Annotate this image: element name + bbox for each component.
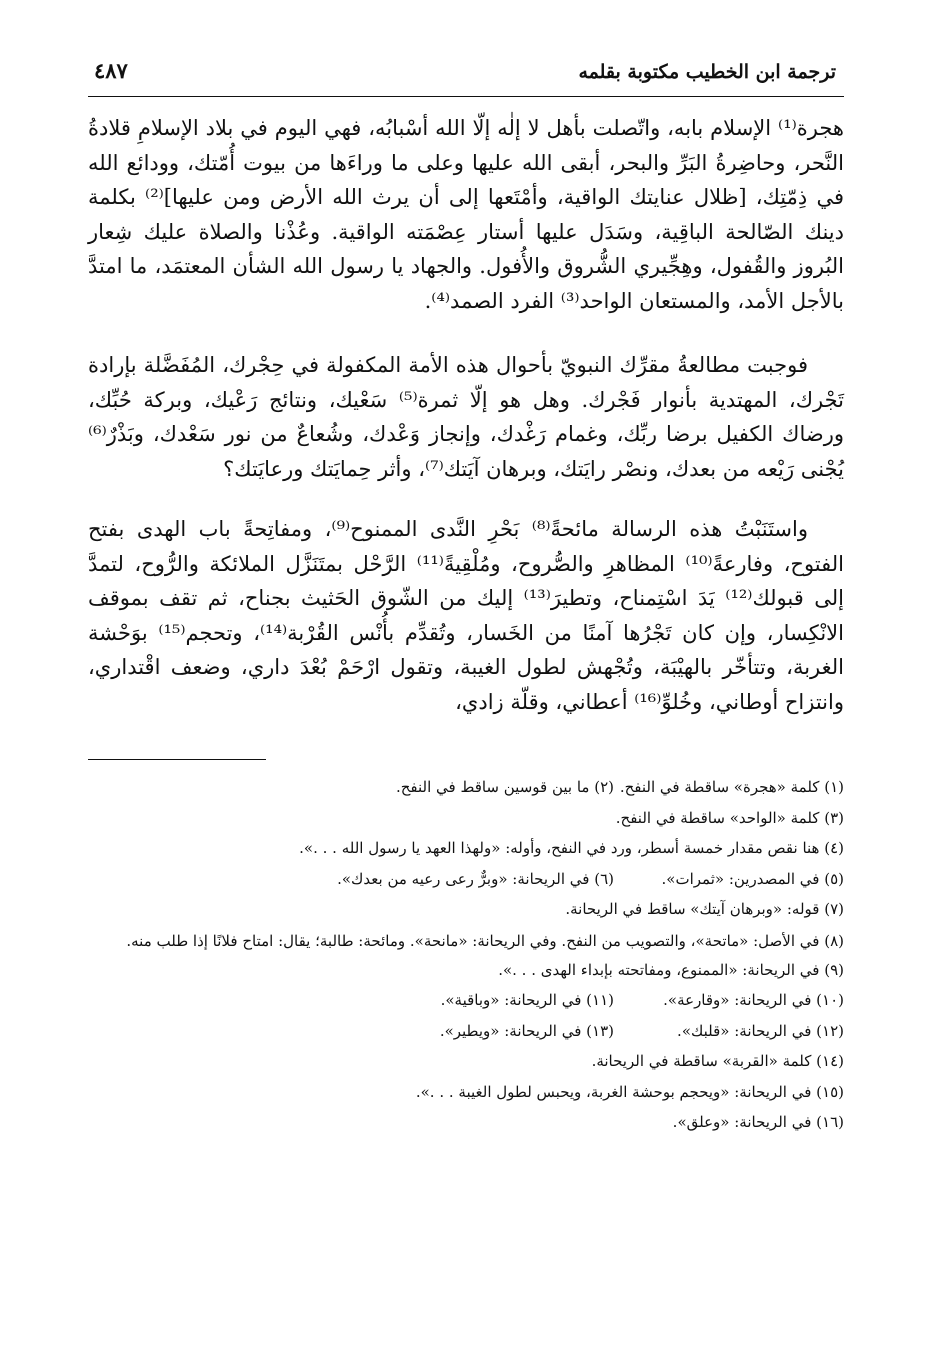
page-number: ٤٨٧ (94, 58, 128, 83)
footnotes (88, 772, 844, 1138)
footnote: (٦) في الريحانة: «وبرٌّ رعى رعيه من بعدك». (337, 869, 614, 888)
footnote: (١٠) في الريحانة: «وقارعة». (663, 991, 844, 1009)
main-text (88, 111, 844, 719)
footnote: (١٣) في الريحانة: «ويطير». (439, 1021, 614, 1040)
footnote: (١٥) في الريحانة: «ويحجم بوحشة الغربة، ويحبس لطول الغيبة . . .». (415, 1082, 844, 1101)
footnote: (١٤) كلمة «القربة» ساقطة في الريحانة. (591, 1052, 844, 1070)
footnote: (٤) هنا نقص مقدار خمسة أسطر، ورد في النفح، وأوله: «ولهذا العهد يا رسول الله . . .». (299, 839, 844, 857)
footnote: (١١) في الريحانة: «وباقية». (440, 991, 614, 1009)
footnote: (٩) في الريحانة: «الممنوع، ومفاتحته بإبداء الهدى . . .». (498, 960, 844, 979)
header-rule (88, 96, 844, 97)
footnote: (١٦) في الريحانة: «وعلق». (672, 1113, 844, 1131)
footnote: (١) كلمة «هجرة» ساقطة في النفح. (619, 778, 844, 796)
paragraph: فوجبت مطالعةُ مقرِّك النبويّ بأحوال هذه الأمة المكفولة في حِجْرك، المُفَضَّلة بإرادة تَجْرك، المهتدية بأنوار فَجْرك. وهل هو إلّا ثمرة⁽⁵⁾ سَعْيك، ونتائج رَعْيك، وبركة حُبِّك، ورضاك الكفيل برضا ربِّك، وغمام رَغْدك، وإنجاز وَعْدك، وشُعاعٌ من نور سَعْدك، وبَذْرٌ⁽⁶⁾ يُجْنى رَيْعه من بعدك، ونصْر رايَتك، وبرهان آيَتك⁽⁷⁾، وأثر حِمايَتك ورعايَتك؟ (88, 353, 844, 481)
paragraph: واستَنَبْتُ هذه الرسالة مائحةً⁽⁸⁾ بَحْرِ النَّدى الممنوح⁽⁹⁾، ومفاتِحةً باب الهدى بفتح الفتوح، وفارعةً⁽¹⁰⁾ المظاهرِ والصُّروح، ومُلْقِيةً⁽¹¹⁾ الرَّحْل بمتَنَزَّل الملائكة والرُّوح، لتمدَّ إلى قبولك⁽¹²⁾ يَدَ اسْتِمناح، وتطيرَ⁽¹³⁾ إليك من الشّوق الحَثيث بجناح، ثم تقف بموقف الانْكِسار، وإن كان تَجْرُها آمنًا من الخَسار، وتُقدِّم بأُنْس القُرْبة⁽¹⁴⁾، وتحجم⁽¹⁵⁾ بوَحْشة الغربة، وتتأخّر بالهيْبَة، وتُجْهش لطول الغيبة، وتقول ارْحَمْ بُعْدَ داري، وضعف اقْتداري، وانتزاح أوطاني، وخُلوِّ⁽¹⁶⁾ أعطاني، وقلّة زادي، (88, 517, 844, 714)
footnote: (٨) في الأصل: «ماتحة»، والتصويب من النفح. وفي الريحانة: «مانحة». ومائحة: طالبة؛ يقال: امتاح فلانًا إذا طلب منه. (126, 931, 844, 950)
paragraph: هجرة⁽¹⁾ الإسلام بابه، واتّصلت بأهل لا إلٰه إلّا الله أسْبابُه، فهي اليوم في بلاد الإسلامِ قلادةُ النَّحر، وحاضِرةُ البَرِّ والبحر، أبقى الله عليها وعلى ما وراءَها من بيوت أُمّتك، وودائع الله في ذِمّتِك، [ظلال عنايتك الواقية، وأمْتَعها إلى أن يرث الله الأرض ومن عليها]⁽²⁾ بكلمة دينك الصّالحة الباقِية، وسَدَل عليها أستار عِصْمَته الواقية. وعُذْنا والصلاة عليك شِعار البُروز والقُفول، وهِجِّيري الشُّروق والأُفول. والجهاد يا رسول الله الشأن المعتمَد، ما امتدَّ بالأجل الأمد، والمستعان الواحد⁽³⁾ الفرد الصمد⁽⁴⁾. (88, 116, 844, 313)
footnote-separator (88, 759, 266, 760)
header-title: ترجمة ابن الخطيب مكتوبة بقلمه (578, 61, 836, 83)
footnote: (٧) قوله: «وبرهان آيتك» ساقط في الريحانة. (565, 900, 844, 918)
running-header (88, 58, 844, 94)
footnote: (٢) ما بين قوسين ساقط في النفح. (395, 778, 614, 796)
footnote: (٥) في المصدرين: «ثمرات». (661, 869, 844, 888)
footnote: (١٢) في الريحانة: «قلبك». (677, 1021, 844, 1040)
book-page (88, 58, 844, 1138)
footnote: (٣) كلمة «الواحد» ساقطة في النفح. (615, 808, 844, 827)
